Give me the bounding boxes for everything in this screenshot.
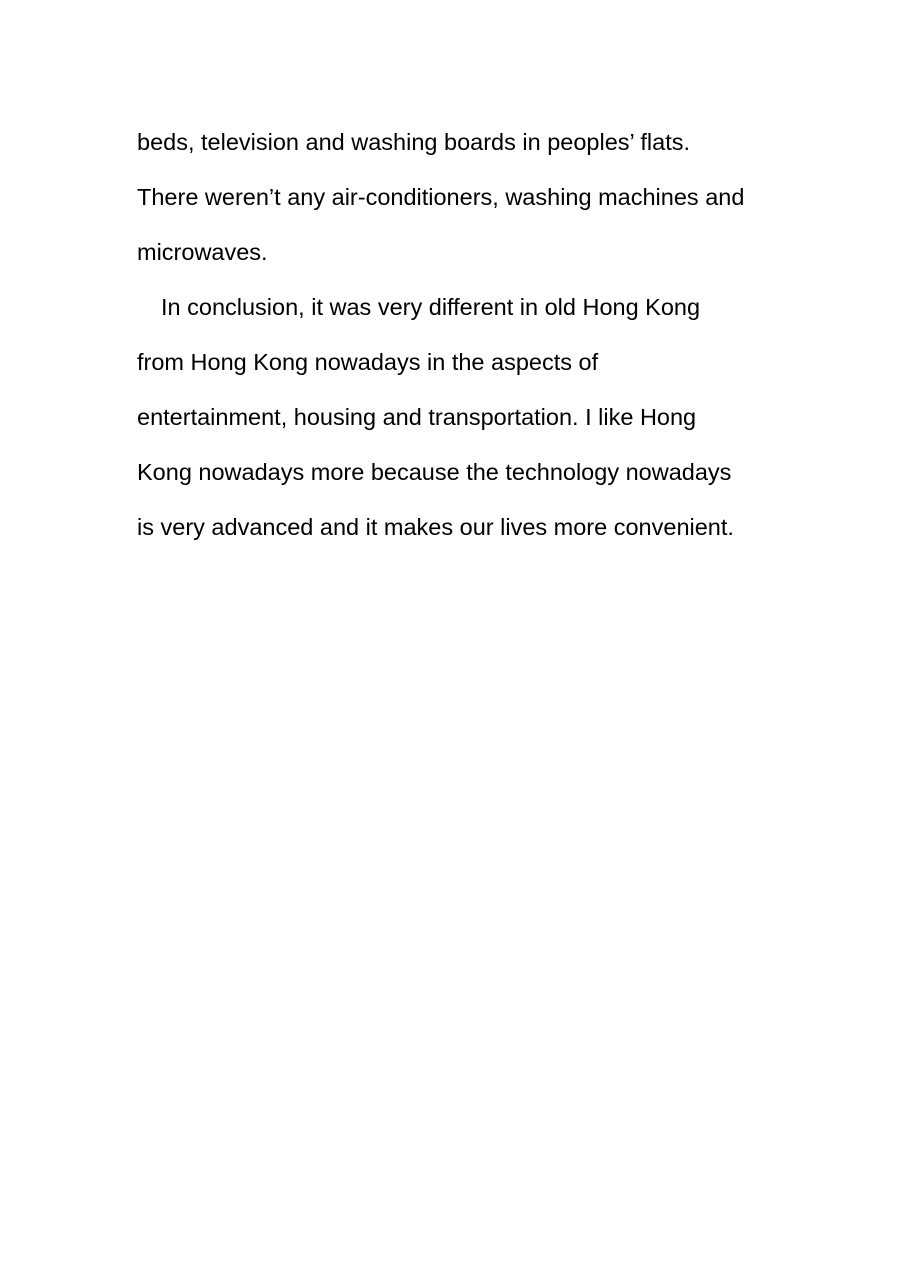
paragraph-line: from Hong Kong nowadays in the aspects of bbox=[137, 349, 599, 375]
paragraph-line: Kong nowadays more because the technology nowadays bbox=[137, 459, 732, 485]
paragraph-line: microwaves. bbox=[137, 239, 268, 265]
conclusion-first-line: In conclusion, it was very different in old Hong Kong bbox=[161, 294, 701, 320]
paragraph-line: is very advanced and it makes our lives more convenient. bbox=[137, 514, 734, 540]
paragraph-line: beds, television and washing boards in peoples’ flats. bbox=[137, 129, 691, 155]
paragraph-line: entertainment, housing and transportation. I like Hong bbox=[137, 404, 697, 430]
paragraph-line: There weren’t any air-conditioners, washing machines and bbox=[137, 184, 745, 210]
body-text bbox=[137, 115, 787, 555]
